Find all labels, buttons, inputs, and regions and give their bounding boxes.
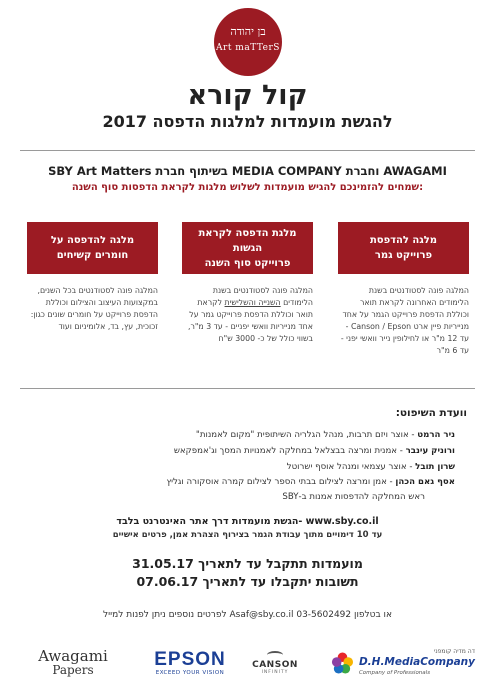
jury-extra: ראש המחלקה להדפסות אמנות ב-SBY [282, 492, 425, 502]
awagami-sub: Papers [52, 663, 94, 677]
scholarship-card-final-project: מלגה להדפסת פרוייקט גמר [338, 222, 469, 274]
epson-name: EPSON [154, 648, 226, 670]
page-title: קול קורא [187, 80, 308, 111]
awagami-logo [28, 640, 118, 685]
logo-line1: בן יהודה [230, 25, 266, 38]
divider-middle [20, 388, 475, 389]
canson-name: CANSON [252, 659, 298, 670]
scholarship-desc-hard-materials: המלגה פונה לסטודנטים בכל השנים, במקצועות העיצוב והצילום וכוללת הדפסת פרוייקט על חומרים שונים כגון: זכוכית, עץ, בד, אלומיניום ועוד [30, 286, 158, 331]
page-subtitle: להגשת מועמדות למלגות הדפסה 2017 [102, 112, 393, 131]
jury-member [20, 430, 455, 440]
intro-line1: SBY Art Matters בשיתוף חברת MEDIA COMPANY וחברת AWAGAMI [48, 164, 447, 178]
scholarship-desc-final-project: המלגה פונה לסטודנטים בשנת הלימודים האחרונה לקראת תואר וכוללת הדפסת פרוייקט הגמר על אחד מנייריות פיין ארט Canson / Epson - עד 12 מ"ר או לחילופין נייר וואשי יפני - עד 6 מ"ר [340, 286, 469, 355]
jury-member-name: שרון תובל [415, 462, 455, 472]
dh-tagline: Company of Professionals [358, 670, 431, 676]
jury-member-desc: - אמן ומרצה לצילום בבתי הספר לצילום קמרה אוסקורה וגליץ [166, 477, 396, 487]
jury-member-name: ורוניק עינבר [405, 446, 455, 456]
awagami-name: Awagami [38, 647, 108, 665]
submission-line1: הגשת מועמדות דרך אתר האינטרנט בלבד- www.sby.co.il [116, 516, 379, 527]
desc-underlined: השנייה והשלישית [224, 298, 281, 307]
scholarship-desc-end-of-year [182, 285, 313, 345]
scholarship-card-hard-materials: מלגה להדפסה על חומרים קשיחים [27, 222, 158, 274]
jury-member-name: אסף גאם הכהן [395, 477, 455, 487]
canson-logo [245, 640, 305, 685]
scholarship-card-end-of-year: מלגת הדפסה לקראת הגשות פרוייקט סוף השנה [182, 222, 313, 274]
canson-sub: INFINITY [261, 669, 289, 675]
logo-line2: Art maTTerS [216, 43, 280, 53]
jury-member-desc: - אוצר עצמאי ומנהל אוסף ישרוטל [286, 462, 416, 472]
dh-hebrew: דה מדיה קומפני [433, 648, 475, 655]
jury-member-name: ניר הרמט [417, 430, 455, 440]
dh-brand: D.H.MediaCompany [358, 656, 475, 668]
submission-line2: עד 10 דימויים מתוך עבודת הגמר בצירוף הצהרת אמן, פרטים אישיים [112, 530, 383, 540]
jury-member [20, 462, 455, 472]
jury-member-desc: - אמנית ומרצה בבצלאל במחלקה לאמנויות המסך וג'אמפקאש [173, 446, 406, 456]
dh-media-logo [330, 640, 475, 685]
jury-title: וועדת השיפוט: [395, 407, 467, 419]
deadline-answers: תשובות יתקבלו עד לתאריך 07.06.17 [136, 574, 359, 589]
divider-top [20, 150, 475, 151]
epson-logo [150, 640, 230, 685]
intro-line2: שמחים להזמינכם להגיש מועמדות לשלוש מלגות לקראת הדפסות סוף השנה: [71, 182, 424, 193]
jury-member [20, 446, 455, 456]
epson-tagline: EXCEED YOUR VISION [155, 669, 225, 676]
jury-member [20, 477, 455, 487]
desc-part1: המלגה פונה לסטודנטים בשנת הלימודים [212, 286, 313, 307]
desc-part2: לקראת תואר וכוללת הדפסת פרוייקט גמר על אחד מנייריות וואשי יפניים - עד 3 מ"ר, בשווי כולל של כ- 3000 ש"ח [187, 298, 313, 343]
brand-logo [214, 8, 282, 76]
contact-info: לפרטים נוספים ניתן לפנות למייל Asaf@sby.co.il או בטלפון 03-5602492 [102, 610, 393, 620]
jury-member-desc: - אוצר ויזם תרבות, מנהל הגלריה השיתופית "מקום לאמנות" [195, 430, 418, 440]
canson-arc-icon [267, 651, 283, 659]
color-flower-icon [330, 650, 355, 676]
deadline-submission: מועמדות תתקבל עד לתאריך 31.05.17 [132, 556, 363, 571]
